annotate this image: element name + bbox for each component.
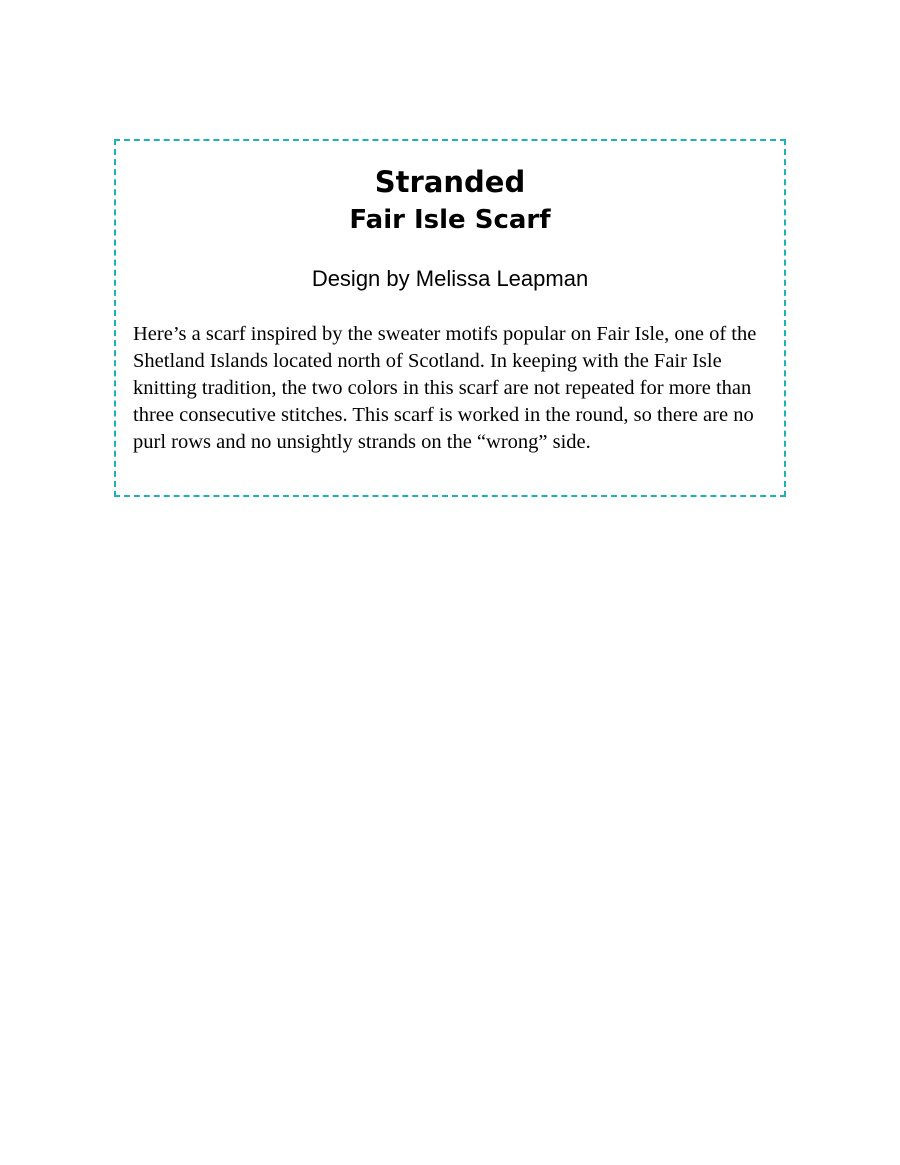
description-paragraph: Here’s a scarf inspired by the sweater motifs popular on Fair Isle, one of the Shetland Islands located north of Scotland. In keeping with the Fair Isle knitting tradition, the two colors in this scarf are not repeated for more than three consecutive stitches. This scarf is worked in the round, so there are no purl rows and no unsightly strands on the “wrong” side. (133, 323, 757, 453)
page-title: Stranded (374, 165, 526, 199)
intro-card (114, 139, 786, 497)
designer-byline: Design by Melissa Leapman (311, 266, 589, 291)
page-subtitle: Fair Isle Scarf (349, 205, 551, 235)
